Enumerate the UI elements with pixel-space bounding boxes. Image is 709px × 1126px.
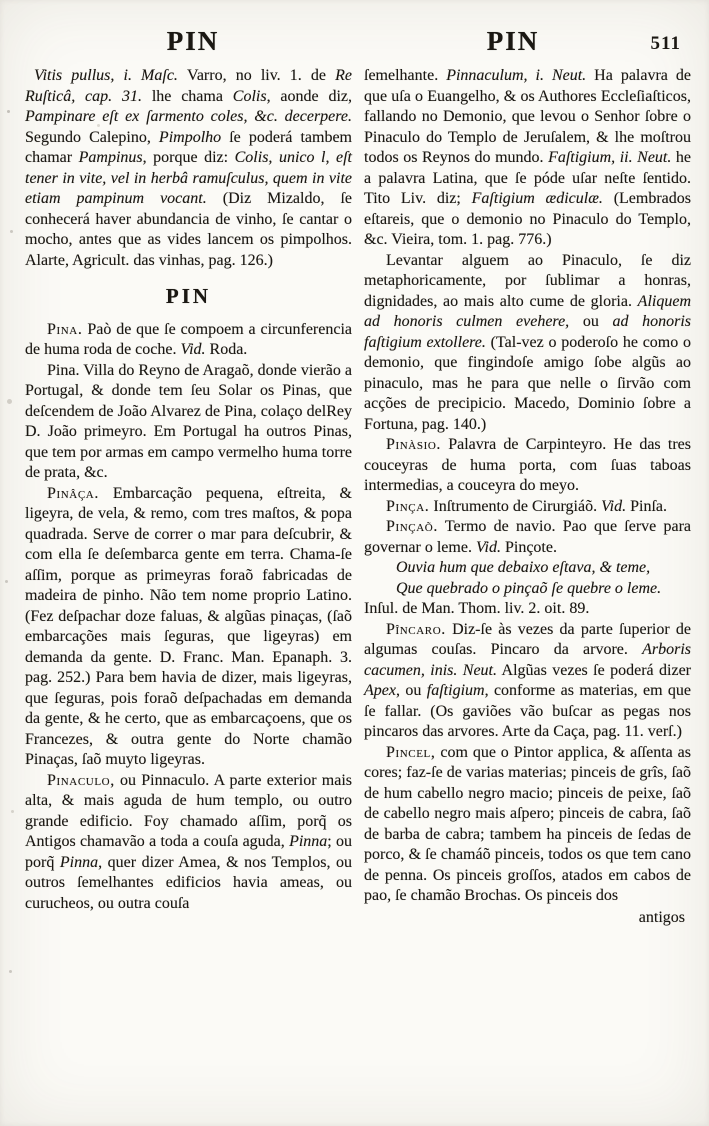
text-segment-italic: Vitis pullus, i. Maſc. bbox=[34, 67, 188, 84]
text-segment-roman: ſe poderá tambem chamar bbox=[25, 128, 352, 166]
text-segment-roman: Diz-ſe às vezes da parte ſuperior de algumas couſas. Pincaro da arvore. bbox=[364, 620, 691, 658]
entry-pina-villa bbox=[25, 361, 352, 484]
catchword: antigos bbox=[638, 908, 685, 926]
text-segment-roman: lhe chama bbox=[151, 87, 233, 105]
verse-line bbox=[364, 579, 691, 600]
text-segment-roman: , quer dizer Amea, & nos Templos, ou outros ſemelhantes edificios havia ameas, ou curucheos, ou outra couſa bbox=[25, 853, 353, 912]
text-segment-italic: Vid. bbox=[601, 497, 627, 515]
text-segment-smallcaps: Pinaculo, bbox=[47, 771, 115, 789]
text-segment-roman: , conforme as materias, em que ſe fallar. (Os gaviões vão buſcar as pegas nos pincaros das arvores. Arte da Caça, pag. 11. verſ.) bbox=[364, 682, 692, 740]
text-segment-italic: Aliquem ad honoris culmen evehere, bbox=[364, 292, 691, 330]
text-segment-italic: faſtigium bbox=[426, 682, 485, 699]
entry-pincaro bbox=[364, 620, 691, 743]
text-segment-italic: Vid. bbox=[475, 538, 501, 556]
continuation-pinaculo bbox=[364, 66, 691, 251]
text-segment-roman: , aonde diz, bbox=[266, 87, 353, 105]
text-segment-roman: , ou bbox=[395, 682, 427, 699]
paragraph-levantar-ao-pinaculo bbox=[364, 251, 691, 436]
text-segment-italic: Ouvia hum que debaixo eſtava, & teme, bbox=[396, 559, 651, 576]
text-segment-roman: ; ou porq̃ bbox=[25, 833, 353, 871]
text-segment-italic: Pampinus bbox=[78, 149, 143, 166]
text-segment-roman: Inſtrumento de Cirurgiáõ. bbox=[429, 497, 602, 515]
text-segment-italic: Colis bbox=[232, 87, 267, 105]
page-number: 511 bbox=[650, 33, 681, 54]
text-segment-italic: Pinna bbox=[59, 853, 99, 871]
text-segment-italic: ad honoris faſtigium extollere. bbox=[364, 313, 691, 351]
column-right bbox=[364, 66, 691, 928]
text-segment-italic: Vid. bbox=[180, 341, 206, 358]
text-segment-roman: Embarcação pequena, eſtreita, & ligeyra, de vela, & remo, com tres maſtos, & popa quadrada. Serve de correr o mar para deſcubrir, & com ella ſe deſembarca gente em terra. Chama-ſe aſſim, porque as primeyras foraõ fabricadas de madeira de pinho. Não tem nome proprio Latino. (Fez deſpachar doze faluas, & algũas pinaças, (ſaõ embarcações mais ſeguras, que ligeyras) em demanda da gente. D. Franc. Man. Epanaph. 3. pag. 252.) Para bem havia de dizer, mais ligeyras, que ſeguras, pois foraõ deſpachadas em demanda da gente, & he certo, que as embarcaçoens, que os Francezes, & outra gente do Norte chamão Pinaças, ſaõ muyto ligeyras. bbox=[25, 484, 352, 768]
entry-pina bbox=[25, 320, 352, 361]
verse-line bbox=[364, 558, 691, 579]
text-segment-smallcaps: Pinça. bbox=[386, 497, 430, 515]
text-segment-roman: ou bbox=[569, 313, 613, 330]
text-segment-roman: Paò de que ſe compoem a circunferencia de huma roda de coche. bbox=[25, 320, 352, 358]
text-segment-smallcaps: Pinâça. bbox=[47, 484, 99, 502]
text-segment-roman: Levantar alguem ao Pinaculo, ſe diz metaphoricamente, por ſublimar a honras, dignidades, ao mais alto cume de gloria. bbox=[364, 251, 691, 310]
column-left bbox=[25, 66, 352, 928]
entry-pinaca bbox=[25, 484, 352, 771]
text-segment-roman: Pina. Villa do Reyno de Aragaõ, donde vierão a Portugal, & donde tem ſeu Solar os Pinas, que deſcendem de João Alvarez de Pina, colaço delRey D. João primeyro. Em Portugal ha outros Pinas, que tem por armas em campo vermelho huma torre de prata, &c. bbox=[25, 361, 352, 481]
text-segment-italic: Pinnaculum, i. Neut. bbox=[446, 67, 587, 84]
text-segment-roman: Inſul. de Man. Thom. liv. 2. oit. 89. bbox=[364, 600, 590, 617]
entry-pincao bbox=[364, 517, 691, 558]
text-segment-italic: Re Ruſticâ, cap. 31. bbox=[25, 67, 352, 105]
text-segment-roman: Ha palavra de que uſa o Euangelho, & os Authores Eccleſiaſticos, fallando no Demonio, que levou o Senhor ſobre o Pinaculo do Templo de Jeruſalem, & lhe moſtrou todos os Reynos do mundo. bbox=[364, 67, 692, 166]
text-segment-smallcaps: Pina. bbox=[47, 320, 83, 338]
text-segment-italic: Pimpolho bbox=[158, 128, 222, 146]
continuation-pimpolho bbox=[25, 66, 352, 271]
text-segment-roman: com que o Pintor applica, & aſſenta as cores; faz-ſe de varias materias; pinceis de grîs, ſaõ de hum cabello negro macio; pinceis de peixe, ſaõ de cabello negro mais aſpero; pinceis de cabra, ſaõ de barba de cabra; tambem ha pinceis de ſedas de porco, & ſe chamáõ pinceis, todos os que tem cano de penna. Os pinceis groſſos, atados em cabos de pao, ſe chamão Brochas. Os pinceis dos bbox=[364, 743, 691, 904]
text-segment-roman: (Tal-vez o poderoſo he como o demonio, que fingindoſe amigo ſobe algũs ao pinaculo, mas he para que nelle o ſirvão com acções de precipicio. Macedo, Dominio ſobre a Fortuna, pag. 140.) bbox=[364, 333, 691, 433]
text-segment-italic: Faſtigium, ii. Neut. bbox=[548, 149, 672, 166]
text-segment-roman: ou Pinnaculo. A parte exterior mais alta, & mais aguda de hum templo, ou outro grande edificio. Foy chamado aſſim, porq̃ os Antigos chamavão a toda a couſa aguda, bbox=[25, 771, 352, 850]
text-segment-smallcaps: Pinçaõ. bbox=[386, 518, 438, 535]
text-segment-roman: Pinçote. bbox=[500, 538, 557, 556]
text-segment-italic: Faſtigium ædiculæ. bbox=[471, 190, 603, 207]
entry-pinca bbox=[364, 497, 691, 518]
text-segment-italic: Arboris cacumen, inis. Neut. bbox=[364, 641, 691, 679]
text-segment-smallcaps: Pinàsio. bbox=[386, 436, 441, 453]
text-segment-smallcaps: Pîncaro. bbox=[386, 620, 446, 638]
text-segment-roman: (Lembrados eſtareis, que o demonio no Pinaculo do Templo, &c. Vieira, tom. 1. pag. 776.) bbox=[364, 190, 692, 248]
entry-pincel bbox=[364, 743, 691, 907]
page-header bbox=[0, 0, 709, 60]
text-segment-italic: Pampinare eſt ex ſarmento coles, &c. decerpere. bbox=[25, 108, 352, 125]
text-segment-roman: Palavra de Carpinteyro. He das tres couceyras de huma porta, com ſuas taboas intermedias, a couceyra do meyo. bbox=[364, 436, 691, 494]
text-segment-italic: Que quebrado o pinçaõ ſe quebre o leme. bbox=[396, 579, 662, 597]
entry-pinaculo bbox=[25, 771, 352, 915]
text-segment-roman: he a palavra Latina, que ſe póde uſar neſte ſentido. Tito Liv. diz; bbox=[364, 149, 692, 207]
verse-attribution bbox=[364, 599, 691, 620]
text-segment-roman: Pinſa. bbox=[626, 497, 667, 515]
running-title-right: PIN bbox=[486, 26, 540, 56]
text-segment-roman: Algũas vezes ſe poderá dizer bbox=[497, 661, 692, 679]
text-segment-roman: ſemelhante. bbox=[364, 67, 447, 84]
text-segment-italic: Pinna bbox=[289, 833, 328, 850]
text-segment-roman: Roda. bbox=[205, 341, 248, 358]
entry-pinasio bbox=[364, 435, 691, 497]
text-segment-italic: Colis, unico l, eſt tener in vite, vel in herbâ ramuſculus, quem in vite etiam pampinum vocant. bbox=[25, 149, 352, 207]
text-segment-italic: Apex bbox=[364, 682, 396, 699]
text-segment-roman: Varro, no liv. 1. de bbox=[187, 67, 336, 84]
text-segment-roman: Termo de navio. Pao que ſerve para governar o leme. bbox=[364, 518, 691, 556]
text-segment-roman: , porque diz: bbox=[142, 149, 235, 166]
text-segment-roman: Segundo Calepino, bbox=[25, 128, 159, 146]
text-segment-roman: (Diz Mizaldo, ſe conhecerá haver abundancia de vinho, ſe cantar o mocho, antes que as vides lancem os pimpolhos. Alarte, Agricult. das vinhas, pag. 126.) bbox=[25, 190, 353, 269]
section-heading: PIN bbox=[165, 284, 212, 308]
text-segment-smallcaps: Pincel, bbox=[386, 743, 436, 761]
running-title-left: PIN bbox=[166, 26, 220, 56]
text-columns bbox=[0, 60, 709, 928]
